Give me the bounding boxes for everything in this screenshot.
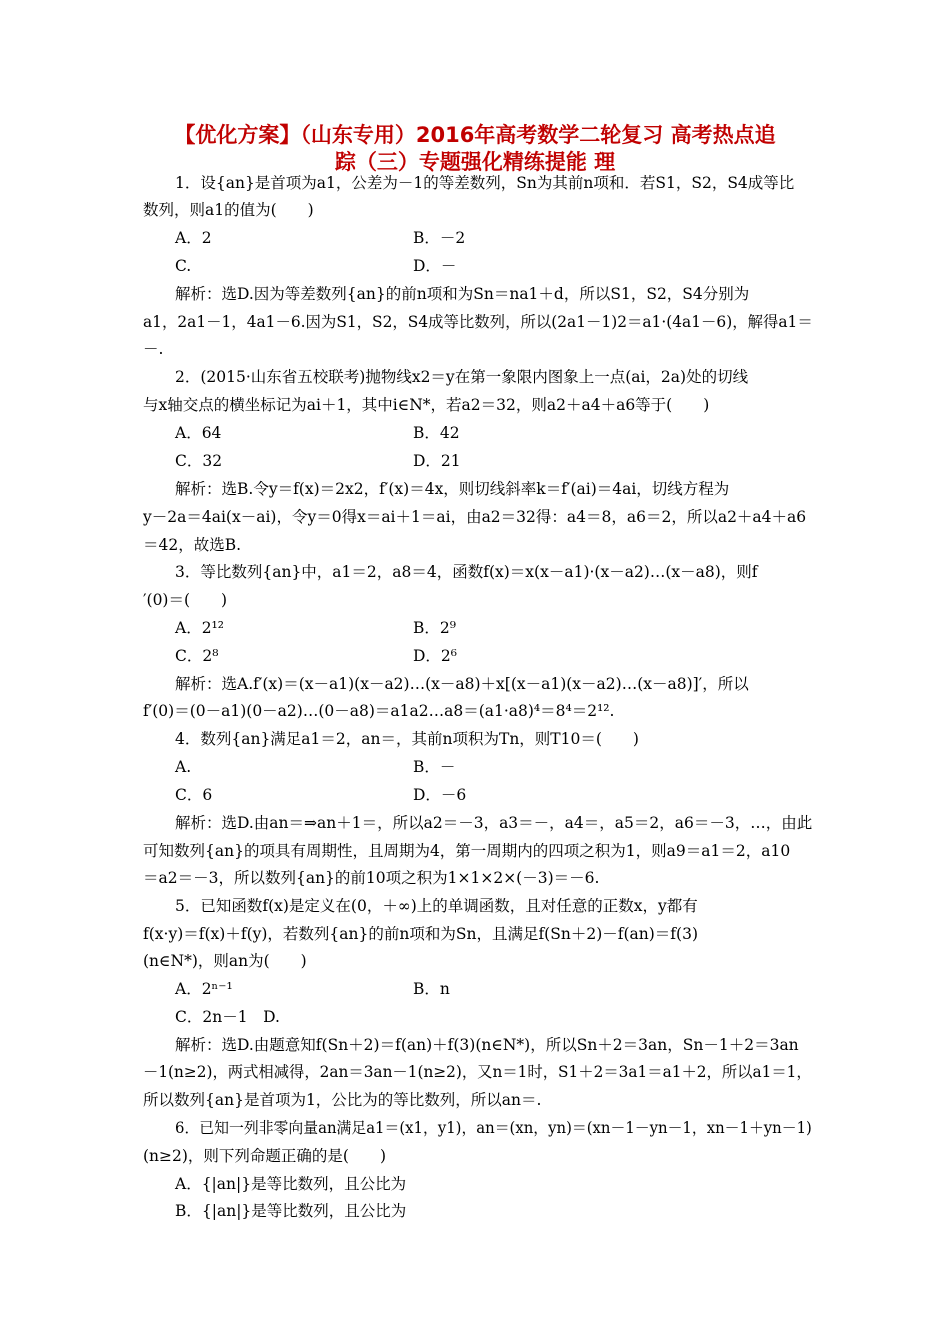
q3-stem-line-2: ′(0)＝( ) <box>143 591 228 609</box>
q2-option-c: C．32 <box>175 452 223 470</box>
q2-solution-line-1: 解析：选B.令y＝f(x)＝2x2，f′(x)＝4x，则切线斜率k＝f′(ai)＝4ai，切线方程为 <box>175 480 730 498</box>
q2-solution-line-2: y－2a＝4ai(x－ai)，令y＝0得x＝ai＋1＝ai，由a2＝32得：a4＝8，a6＝2，所以a2＋a4＋a6 <box>143 508 807 526</box>
q5-option-a: A．2ⁿ⁻¹ <box>175 980 233 998</box>
q1-option-d: D．－ <box>413 257 457 275</box>
q4-stem-line-1: 4．数列{an}满足a1＝2，an＝，其前n项积为Tn，则T10＝( ) <box>175 730 639 748</box>
q6-stem-line-2: (n≥2)，则下列命题正确的是( ) <box>143 1147 387 1165</box>
q3-option-c: C．2⁸ <box>175 647 219 665</box>
q1-option-a: A．2 <box>175 229 212 247</box>
q1-stem-line-2: 数列，则a1的值为( ) <box>143 201 314 219</box>
q3-option-b: B．2⁹ <box>413 619 456 637</box>
q3-solution-line-1: 解析：选A.f′(x)＝(x－a1)(x－a2)…(x－a8)＋x[(x－a1)(x－a2)…(x－a8)]′，所以 <box>175 675 749 693</box>
q4-solution-line-3: ＝a2＝－3，所以数列{an}的前10项之积为1×1×2×(－3)＝－6. <box>143 869 600 887</box>
q4-solution-line-2: 可知数列{an}的项具有周期性，且周期为4，第一周期内的四项之积为1，则a9＝a1＝2，a10 <box>143 842 791 860</box>
document-title-line-1: 【优化方案】（山东专用）2016年高考数学二轮复习 高考热点追 <box>174 123 776 147</box>
q5-option-c-d: C．2n－1 D. <box>175 1008 280 1026</box>
q2-stem-line-2: 与x轴交点的横坐标记为ai＋1，其中i∈N*，若a2＝32，则a2＋a4＋a6等于( ) <box>143 396 710 414</box>
q2-solution-line-3: ＝42，故选B. <box>143 536 242 554</box>
q3-option-a: A．2¹² <box>175 619 224 637</box>
q5-solution-line-2: －1(n≥2)，两式相减得，2an＝3an－1(n≥2)，又n＝1时，S1＋2＝3a1＝a1＋2，所以a1＝1， <box>143 1063 812 1081</box>
q5-solution-line-1: 解析：选D.由题意知f(Sn＋2)＝f(an)＋f(3)(n∈N*)，所以Sn＋2＝3an，Sn－1＋2＝3an <box>175 1036 799 1054</box>
q1-solution-line-3: －. <box>143 340 164 358</box>
q4-option-d: D．－6 <box>413 786 467 804</box>
q6-option-a: A．{|an|}是等比数列，且公比为 <box>175 1175 407 1193</box>
q2-option-b: B．42 <box>413 424 460 442</box>
q4-solution-line-1: 解析：选D.由an＝⇒an＋1＝，所以a2＝－3，a3＝－，a4＝，a5＝2，a6＝－3，…，由此 <box>175 814 813 832</box>
q5-stem-line-1: 5．已知函数f(x)是定义在(0，＋∞)上的单调函数，且对任意的正数x，y都有 <box>175 897 698 915</box>
q3-solution-line-2: f′(0)＝(0－a1)(0－a2)…(0－a8)＝a1a2…a8＝(a1·a8)⁴＝8⁴＝2¹². <box>143 702 615 720</box>
document-title-line-2: 踪（三）专题强化精练提能 理 <box>334 150 616 174</box>
q5-stem-line-3: (n∈N*)，则an为( ) <box>143 952 307 970</box>
q5-solution-line-3: 所以数列{an}是首项为1，公比为的等比数列，所以an＝. <box>143 1091 542 1109</box>
q3-stem-line-1: 3．等比数列{an}中，a1＝2，a8＝4，函数f(x)＝x(x－a1)·(x－a2)…(x－a8)，则f <box>175 563 758 581</box>
q4-option-b: B．－ <box>413 758 456 776</box>
q2-option-d: D．21 <box>413 452 461 470</box>
q3-option-d: D．2⁶ <box>413 647 458 665</box>
q2-stem-line-1: 2．(2015·山东省五校联考)抛物线x2＝y在第一象限内图象上一点(ai，2a)处的切线 <box>175 368 749 386</box>
q1-stem-line-1: 1．设{an}是首项为a1，公差为－1的等差数列，Sn为其前n项和．若S1，S2，S4成等比 <box>175 174 795 192</box>
q4-option-a: A. <box>175 758 192 776</box>
q1-solution-line-1: 解析：选D.因为等差数列{an}的前n项和为Sn＝na1＋d，所以S1，S2，S4分别为 <box>175 285 750 303</box>
q5-option-b: B．n <box>413 980 450 998</box>
q5-stem-line-2: f(x·y)＝f(x)＋f(y)，若数列{an}的前n项和为Sn，且满足f(Sn＋2)－f(an)＝f(3) <box>143 925 698 943</box>
q6-stem-line-1: 6．已知一列非零向量an满足a1＝(x1，y1)，an＝(xn，yn)＝(xn－1－yn－1，xn－1＋yn－1) <box>175 1119 812 1137</box>
q1-option-b: B．－2 <box>413 229 466 247</box>
q4-option-c: C．6 <box>175 786 213 804</box>
q2-option-a: A．64 <box>175 424 222 442</box>
q1-solution-line-2: a1，2a1－1，4a1－6.因为S1，S2，S4成等比数列，所以(2a1－1)2＝a1·(4a1－6)，解得a1＝ <box>143 313 813 331</box>
q1-option-c: C. <box>175 257 192 275</box>
q6-option-b: B．{|an|}是等比数列，且公比为 <box>175 1202 407 1220</box>
